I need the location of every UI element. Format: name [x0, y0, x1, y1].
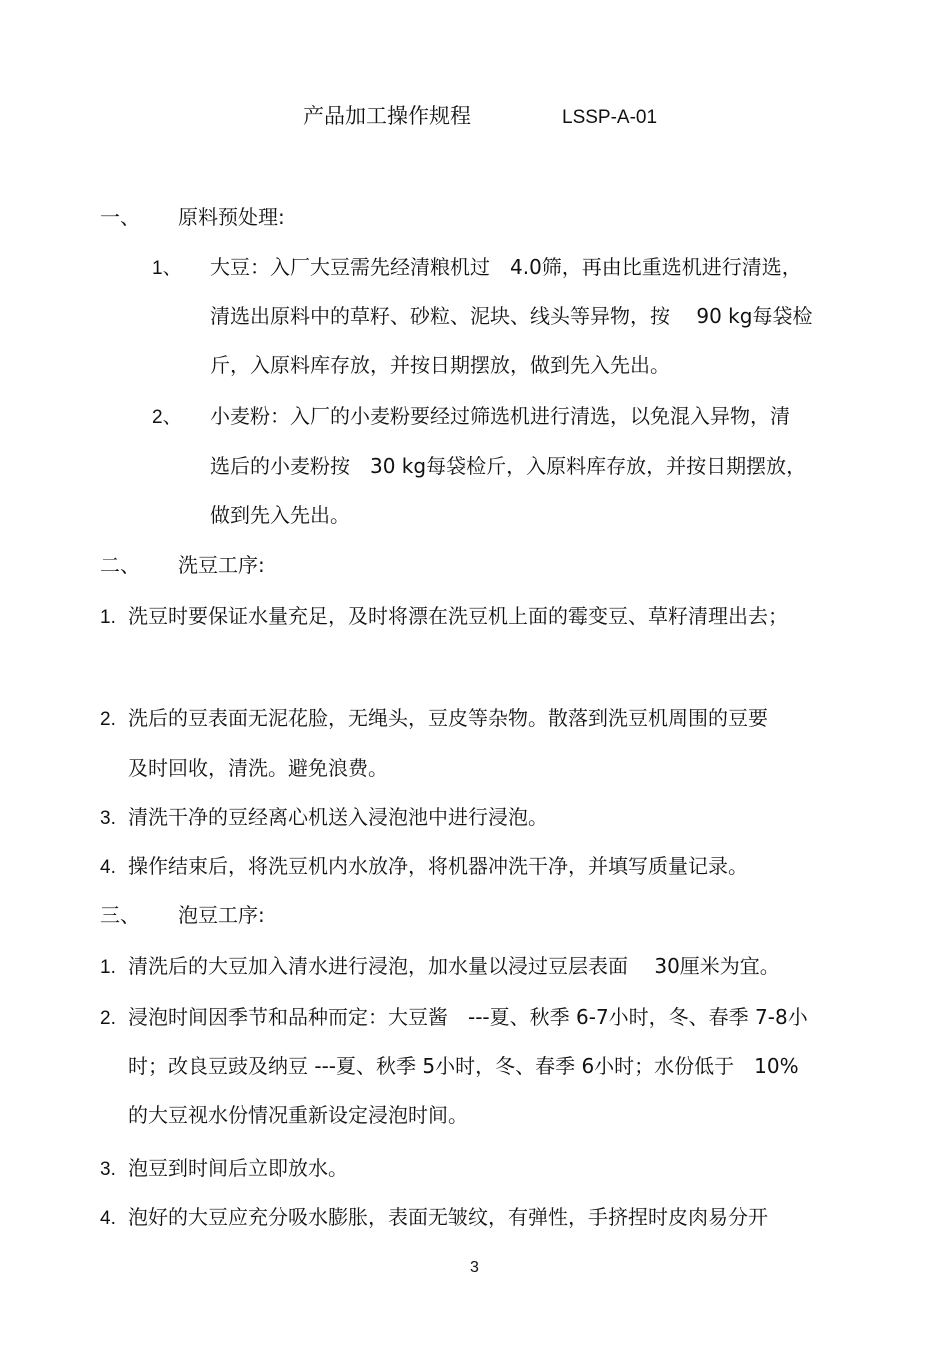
- section-marker: 二、: [100, 553, 140, 577]
- paragraph-line: 泡豆到时间后立即放水。: [128, 1156, 348, 1180]
- item-number: 3.: [100, 1159, 116, 1180]
- item-number: 1、: [152, 258, 182, 279]
- item-number: 2.: [100, 709, 116, 730]
- item-number: 4.: [100, 857, 116, 878]
- paragraph-line: 选后的小麦粉按 30 kg每袋检斤，入原料库存放，并按日期摆放，: [210, 454, 807, 478]
- paragraph-line: 时；改良豆豉及纳豆 ---夏、秋季 5小时，冬、春季 6小时；水份低于 10%: [128, 1054, 799, 1078]
- section-heading: 泡豆工序:: [178, 903, 265, 927]
- paragraph-line: 的大豆视水份情况重新设定浸泡时间。: [128, 1103, 468, 1127]
- item-number: 1.: [100, 957, 116, 978]
- page-number: 3: [470, 1259, 479, 1276]
- paragraph-line: 清洗干净的豆经离心机送入浸泡池中进行浸泡。: [128, 805, 548, 829]
- item-number: 4.: [100, 1208, 116, 1229]
- paragraph-line: 浸泡时间因季节和品种而定：大豆酱 ---夏、秋季 6-7小时，冬、春季 7-8小: [128, 1005, 808, 1029]
- paragraph-line: 斤，入原料库存放，并按日期摆放，做到先入先出。: [210, 353, 670, 377]
- item-number: 2、: [152, 407, 182, 428]
- paragraph-line: 洗后的豆表面无泥花脸，无绳头，豆皮等杂物。散落到洗豆机周围的豆要: [128, 706, 768, 730]
- paragraph-line: 及时回收，清洗。避免浪费。: [128, 756, 388, 780]
- item-number: 3.: [100, 808, 116, 829]
- section-marker: 三、: [100, 903, 140, 927]
- paragraph-line: 洗豆时要保证水量充足，及时将漂在洗豆机上面的霉变豆、草籽清理出去；: [128, 604, 788, 628]
- paragraph-line: 清洗后的大豆加入清水进行浸泡，加水量以浸过豆层表面 30厘米为宜。: [128, 954, 780, 978]
- item-number: 2.: [100, 1008, 116, 1029]
- paragraph-line: 泡好的大豆应充分吸水膨胀，表面无皱纹，有弹性，手挤捏时皮肉易分开: [128, 1205, 768, 1229]
- section-heading: 洗豆工序:: [178, 553, 265, 577]
- paragraph-line: 做到先入先出。: [210, 503, 350, 527]
- item-number: 1.: [100, 607, 116, 628]
- paragraph-line: 小麦粉：入厂的小麦粉要经过筛选机进行清选，以免混入异物，清: [210, 404, 790, 428]
- document-title: 产品加工操作规程: [303, 104, 471, 128]
- paragraph-line: 大豆：入厂大豆需先经清粮机过 4.0筛，再由比重选机进行清选，: [210, 255, 802, 279]
- section-marker: 一、: [100, 205, 140, 229]
- paragraph-line: 清选出原料中的草籽、砂粒、泥块、线头等异物，按 90 kg每袋检: [210, 304, 813, 328]
- section-heading: 原料预处理:: [178, 205, 285, 229]
- document-code: LSSP-A-01: [562, 107, 658, 128]
- paragraph-line: 操作结束后，将洗豆机内水放净，将机器冲洗干净，并填写质量记录。: [128, 854, 748, 878]
